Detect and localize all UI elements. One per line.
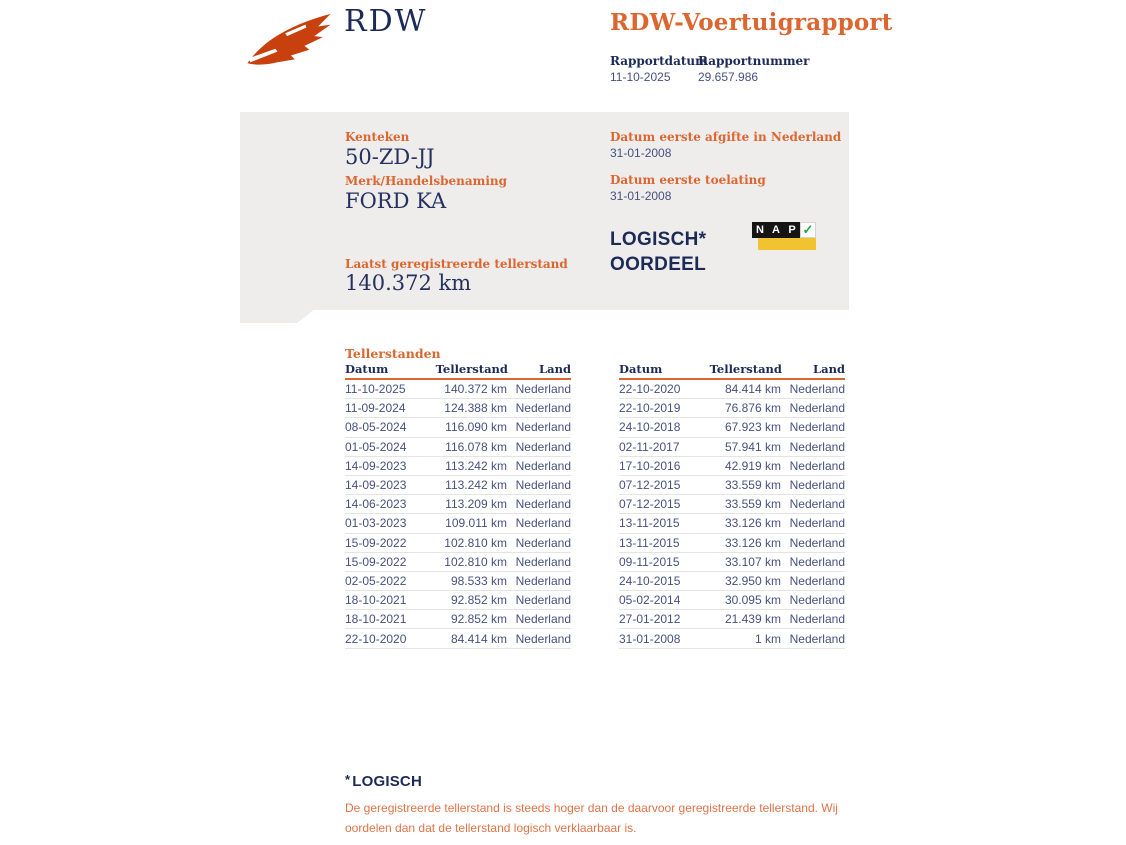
cell-datum: 27-01-2012 [619,612,681,627]
cell-land: Nederland [789,631,845,646]
table-row [619,629,845,648]
cell-tellerstand: 33.559 km [724,478,781,493]
cell-tellerstand: 124.388 km [444,401,507,416]
table-row [619,534,845,553]
table-row [619,572,845,591]
cell-datum: 11-09-2024 [345,401,406,416]
cell-tellerstand: 140.372 km [444,382,507,397]
cell-datum: 22-10-2019 [619,401,681,416]
cell-datum: 14-06-2023 [345,497,407,512]
table-row [345,418,571,437]
table-row [345,476,571,495]
cell-tellerstand: 84.414 km [724,382,781,397]
cell-datum: 08-05-2024 [345,420,407,435]
table-row [619,553,845,572]
cell-datum: 07-12-2015 [619,478,681,493]
cell-land: Nederland [515,420,571,435]
cell-tellerstand: 32.950 km [724,573,781,588]
cell-datum: 22-10-2020 [619,382,681,397]
cell-land: Nederland [789,497,845,512]
cell-land: Nederland [789,535,845,550]
table-body [345,380,571,649]
cell-tellerstand: 30.095 km [724,593,781,608]
table-row [345,553,571,572]
tellerstanden-table-left [345,363,571,649]
cell-datum: 14-09-2023 [345,478,407,493]
cell-tellerstand: 102.810 km [444,535,507,550]
table-row [345,438,571,457]
column-tellerstand: Tellerstand [709,362,782,376]
cell-datum: 05-02-2014 [619,593,681,608]
cell-land: Nederland [789,478,845,493]
table-row [345,399,571,418]
rdw-logotype: RDW [344,4,428,39]
cell-tellerstand: 113.209 km [445,497,507,512]
cell-datum: 09-11-2015 [619,554,680,569]
page-title: RDW-Voertuigrapport [610,9,893,36]
nap-letter-p: P [784,222,800,238]
table-row [619,514,845,533]
oordeel-text [610,228,706,277]
cell-tellerstand: 98.533 km [450,573,507,588]
cell-land: Nederland [515,401,571,416]
cell-land: Nederland [789,401,845,416]
cell-land: Nederland [515,382,571,397]
rapportnummer-label: Rapportnummer [698,54,810,68]
cell-datum: 17-10-2016 [619,458,681,473]
table-row [345,629,571,648]
oordeel-line1: LOGISCH* [610,229,707,250]
cell-datum: 24-10-2018 [619,420,681,435]
cell-tellerstand: 21.439 km [724,612,781,627]
tellerstanden-section [345,346,846,646]
cell-land: Nederland [789,573,845,588]
nap-letter-n: N [752,222,768,238]
column-land: Land [813,362,845,376]
table-row [345,534,571,553]
cell-tellerstand: 33.559 km [724,497,781,512]
table-row [345,610,571,629]
vehicle-summary-panel [240,112,849,310]
cell-tellerstand: 116.078 km [445,439,507,454]
cell-land: Nederland [789,593,845,608]
toelating-label: Datum eerste toelating [610,173,766,187]
cell-tellerstand: 116.090 km [445,420,507,435]
cell-tellerstand: 102.810 km [444,554,507,569]
footnote-asterisk: * [345,772,351,787]
cell-land: Nederland [789,458,845,473]
rdw-eagle-icon [246,12,334,70]
kenteken-label: Kenteken [345,130,410,144]
table-row [619,610,845,629]
table-header [345,363,571,380]
cell-datum: 22-10-2020 [345,631,407,646]
cell-datum: 07-12-2015 [619,497,681,512]
table-row [619,399,845,418]
cell-tellerstand: 109.011 km [445,516,507,531]
table-row [619,418,845,437]
cell-tellerstand: 33.107 km [724,554,781,569]
table-row [619,438,845,457]
panel-corner-tail [240,309,320,325]
cell-tellerstand: 92.852 km [450,593,507,608]
cell-tellerstand: 33.126 km [724,535,781,550]
cell-land: Nederland [515,497,571,512]
cell-datum: 18-10-2021 [345,612,407,627]
table-body [619,380,845,649]
merk-label: Merk/Handelsbenaming [345,174,508,188]
cell-datum: 15-09-2022 [345,535,407,550]
footnote-text: De geregistreerde tellerstand is steeds hoger dan de daarvoor geregistreerde tellerstand. Wij oordelen dan dat de tellerstand logisch verklaarbaar is. [345,801,838,835]
cell-tellerstand: 92.852 km [450,612,507,627]
cell-land: Nederland [515,439,571,454]
cell-land: Nederland [789,420,845,435]
oordeel-line2: OORDEEL [610,253,707,275]
cell-datum: 15-09-2022 [345,554,407,569]
rapportnummer-value: 29.657.986 [698,70,759,84]
nap-letter-a: A [768,222,784,238]
cell-datum: 31-01-2008 [619,631,681,646]
cell-tellerstand: 113.242 km [445,458,507,473]
cell-tellerstand: 84.414 km [450,631,507,646]
cell-datum: 02-11-2017 [619,439,680,454]
table-row [619,591,845,610]
cell-land: Nederland [515,631,571,646]
cell-tellerstand: 113.242 km [445,478,507,493]
table-row [619,495,845,514]
toelating-value: 31-01-2008 [610,189,672,203]
footnote-heading [345,772,861,790]
cell-datum: 13-11-2015 [619,516,680,531]
column-land: Land [539,362,571,376]
cell-tellerstand: 76.876 km [724,401,781,416]
cell-datum: 24-10-2015 [619,573,681,588]
table-row [345,457,571,476]
column-datum: Datum [345,362,389,376]
cell-land: Nederland [515,554,571,569]
cell-land: Nederland [789,554,845,569]
cell-land: Nederland [789,439,845,454]
cell-land: Nederland [515,458,571,473]
kenteken-value: 50-ZD-JJ [345,145,435,169]
cell-land: Nederland [515,516,571,531]
cell-datum: 01-03-2023 [345,516,407,531]
table-row [345,591,571,610]
footnote-heading-text: LOGISCH [352,773,423,790]
footnote [345,772,861,838]
cell-land: Nederland [515,593,571,608]
cell-datum: 13-11-2015 [619,535,680,550]
nap-logo [752,220,818,254]
cell-datum: 11-10-2025 [345,382,406,397]
table-row [619,457,845,476]
table-row [345,380,571,399]
cell-datum: 18-10-2021 [345,593,407,608]
laatste-tellerstand-value: 140.372 km [345,271,472,295]
tellerstanden-heading: Tellerstanden [345,346,441,361]
afgifte-label: Datum eerste afgifte in Nederland [610,130,842,144]
table-header [619,363,845,380]
rapportdatum-value: 11-10-2025 [610,70,671,84]
cell-land: Nederland [789,382,845,397]
column-datum: Datum [619,362,663,376]
cell-tellerstand: 57.941 km [724,439,781,454]
nap-check-icon: ✓ [800,222,816,238]
merk-value: FORD KA [345,189,447,213]
laatste-tellerstand-label: Laatst geregistreerde tellerstand [345,257,568,271]
cell-land: Nederland [515,535,571,550]
rapportdatum-label: Rapportdatum [610,54,708,68]
cell-land: Nederland [789,516,845,531]
cell-datum: 02-05-2022 [345,573,407,588]
cell-datum: 01-05-2024 [345,439,407,454]
cell-tellerstand: 67.923 km [724,420,781,435]
table-row [345,495,571,514]
table-row [345,572,571,591]
afgifte-value: 31-01-2008 [610,146,672,160]
cell-land: Nederland [515,612,571,627]
table-row [619,380,845,399]
cell-datum: 14-09-2023 [345,458,407,473]
table-row [619,476,845,495]
column-tellerstand: Tellerstand [435,362,508,376]
cell-tellerstand: 33.126 km [724,516,781,531]
cell-tellerstand: 42.919 km [724,458,781,473]
cell-tellerstand: 1 km [754,631,781,646]
cell-land: Nederland [515,478,571,493]
table-row [345,514,571,533]
cell-land: Nederland [789,612,845,627]
cell-land: Nederland [515,573,571,588]
tellerstanden-table-right [619,363,845,649]
